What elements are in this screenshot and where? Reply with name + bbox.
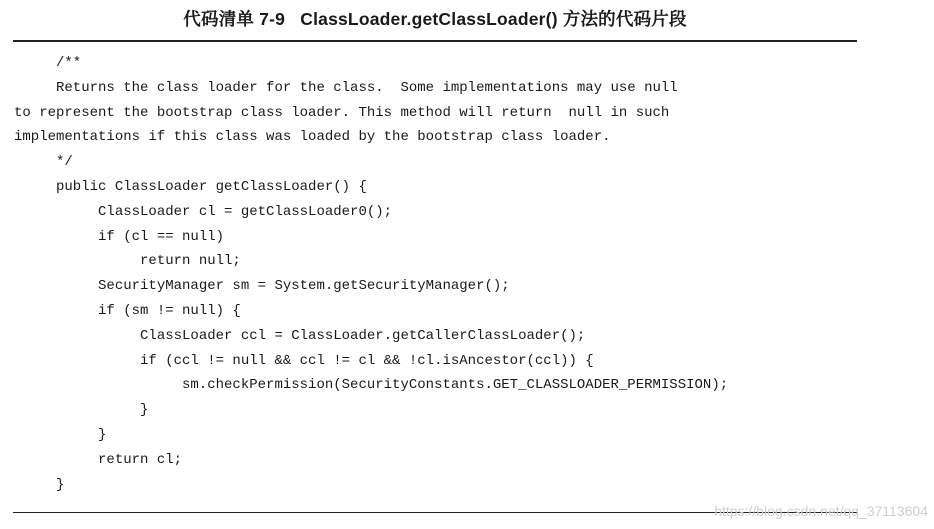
watermark: https://blog.csdn.net/qq_37113604 xyxy=(714,503,928,519)
code-line: } xyxy=(14,426,107,443)
code-line: ClassLoader ccl = ClassLoader.getCallerClassLoader(); xyxy=(14,327,586,344)
code-line: return null; xyxy=(14,253,241,270)
code-line: if (ccl != null && ccl != cl && !cl.isAncestor(ccl)) { xyxy=(14,352,594,369)
code-line: */ xyxy=(14,154,73,171)
code-line: /** xyxy=(14,55,82,71)
code-line: } xyxy=(14,402,149,419)
code-line: if (cl == null) xyxy=(14,228,225,245)
code-line: if (sm != null) { xyxy=(14,302,241,319)
code-line: return cl; xyxy=(14,451,183,468)
code-line: to represent the bootstrap class loader. This method will return null in such xyxy=(14,104,670,121)
code-line: implementations if this class was loaded by the bootstrap class loader. xyxy=(14,129,611,146)
listing-title: 代码清单 7-9 ClassLoader.getClassLoader() 方法的代码片段 xyxy=(183,9,687,29)
top-rule xyxy=(13,40,857,42)
code-line: sm.checkPermission(SecurityConstants.GET_CLASSLOADER_PERMISSION); xyxy=(14,377,729,394)
code-line: } xyxy=(14,476,65,493)
code-line: Returns the class loader for the class. Some implementations may use null xyxy=(14,79,678,96)
code-block xyxy=(14,51,864,497)
code-line: ClassLoader cl = getClassLoader0(); xyxy=(14,203,393,220)
code-line: SecurityManager sm = System.getSecurityManager(); xyxy=(14,278,510,295)
code-line: public ClassLoader getClassLoader() { xyxy=(14,178,367,195)
